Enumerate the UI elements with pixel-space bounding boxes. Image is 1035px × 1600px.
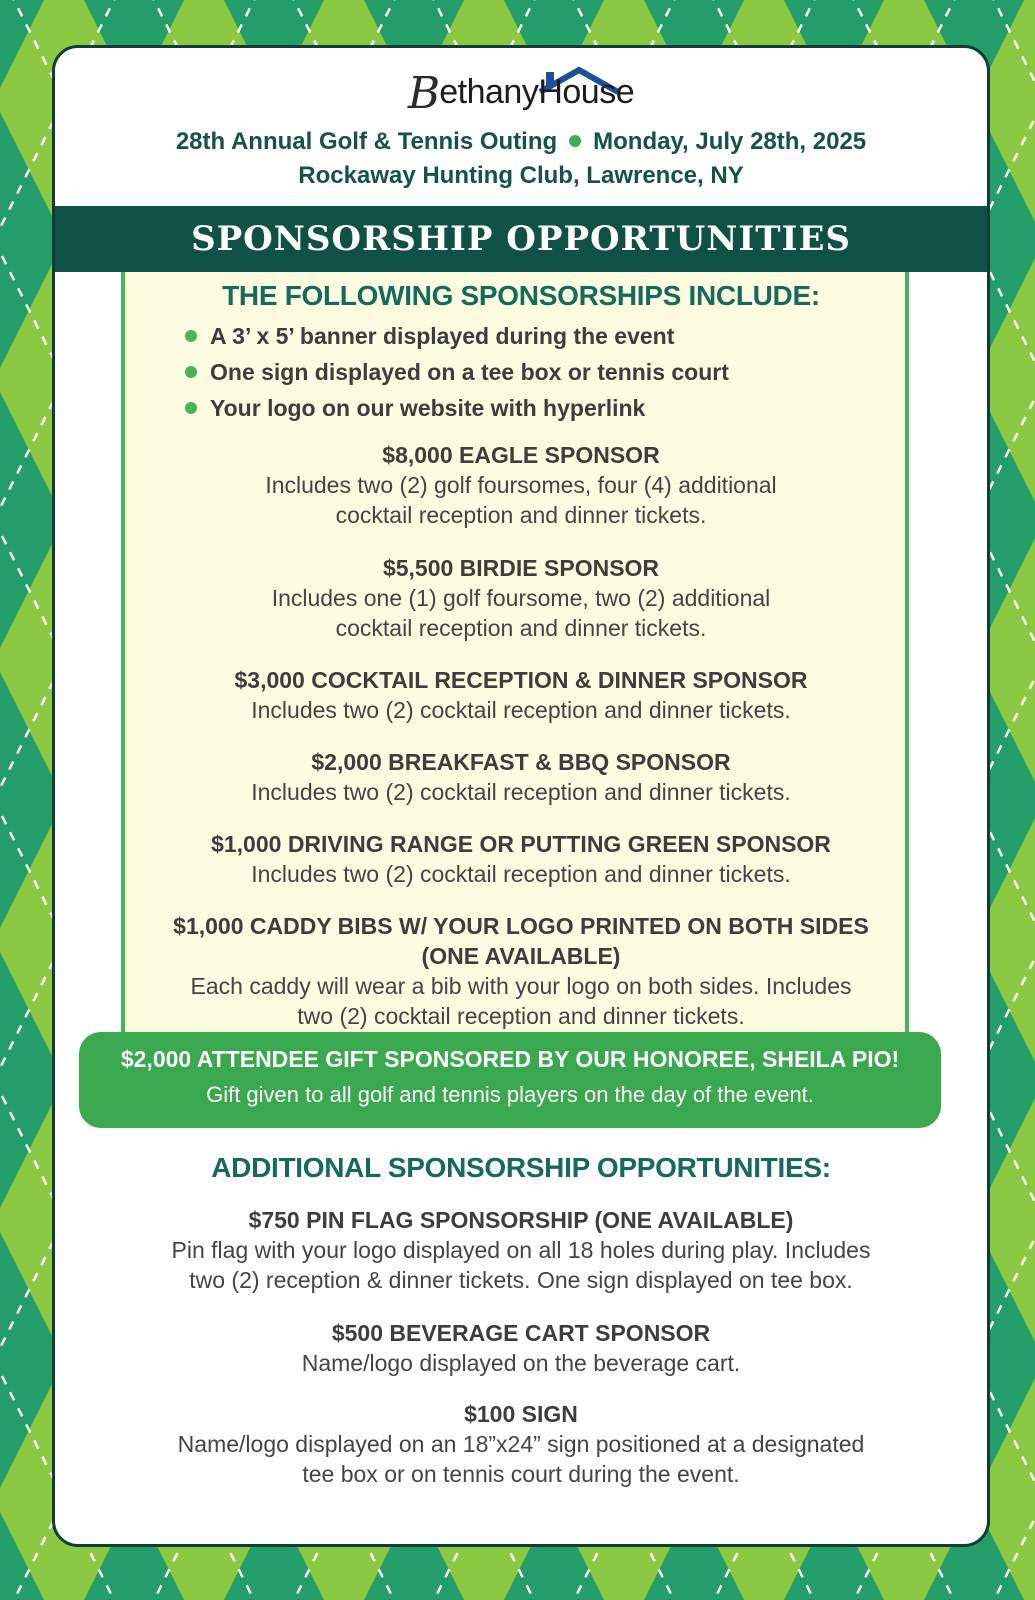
tier-title: $750 PIN FLAG SPONSORSHIP (ONE AVAILABLE): [248, 1207, 794, 1233]
tier-title: $100 SIGN: [464, 1401, 578, 1427]
bullet-icon: [185, 366, 197, 378]
tier-desc: Each caddy will wear a bib with your logo on both sides. Includes: [190, 973, 852, 999]
tier-cocktail-dinner: [55, 665, 987, 725]
tier-beverage-cart: [55, 1318, 987, 1378]
tier-birdie: [55, 553, 987, 643]
separator-dot-icon: [569, 135, 581, 147]
bethany-house-logo: [55, 62, 987, 120]
tier-title: $5,500 BIRDIE SPONSOR: [382, 555, 660, 581]
tier-title: $1,000 CADDY BIBS W/ YOUR LOGO PRINTED ON BOTH SIDES: [173, 913, 869, 939]
tier-breakfast-bbq: [55, 747, 987, 807]
tier-title: $3,000 COCKTAIL RECEPTION & DINNER SPONSOR: [234, 667, 808, 693]
tier-title: $1,000 DRIVING RANGE OR PUTTING GREEN SPONSOR: [211, 831, 831, 857]
tier-sign: [55, 1399, 987, 1489]
logo-wordmark: ethanyHouse: [439, 73, 635, 111]
event-title-line: [55, 128, 987, 156]
tier-title: $8,000 EAGLE SPONSOR: [382, 442, 660, 468]
bullet-icon: [185, 330, 197, 342]
tier-desc: two (2) cocktail reception and dinner tickets.: [297, 1003, 745, 1029]
tier-desc: tee box or on tennis court during the event.: [302, 1461, 740, 1487]
tier-title-note: (ONE AVAILABLE): [421, 943, 621, 969]
tier-desc: Name/logo displayed on an 18”x24” sign positioned at a designated: [177, 1431, 865, 1457]
tier-desc: cocktail reception and dinner tickets.: [335, 502, 707, 528]
tier-caddy-bibs: [55, 911, 987, 1031]
event-title: 28th Annual Golf & Tennis Outing: [175, 128, 558, 155]
includes-heading: THE FOLLOWING SPONSORSHIPS INCLUDE:: [222, 280, 820, 311]
includes-list: [185, 318, 729, 426]
tier-desc: two (2) reception & dinner tickets. One sign displayed on tee box.: [189, 1267, 853, 1293]
tier-eagle: [55, 440, 987, 530]
list-item: Your logo on our website with hyperlink: [185, 390, 729, 426]
tier-desc: Includes two (2) cocktail reception and dinner tickets.: [251, 779, 791, 805]
tier-desc: Includes two (2) cocktail reception and dinner tickets.: [251, 697, 791, 723]
bullet-icon: [185, 402, 197, 414]
tier-desc: Includes one (1) golf foursome, two (2) additional: [271, 585, 771, 611]
tier-title: $500 BEVERAGE CART SPONSOR: [331, 1320, 711, 1346]
tier-title: $2,000 BREAKFAST & BBQ SPONSOR: [311, 749, 731, 775]
tier-desc: Name/logo displayed on the beverage cart.: [301, 1350, 741, 1376]
list-item: A 3’ x 5’ banner displayed during the event: [185, 318, 729, 354]
event-location: Rockaway Hunting Club, Lawrence, NY: [298, 162, 744, 189]
tier-pin-flag: [55, 1205, 987, 1295]
tier-desc: cocktail reception and dinner tickets.: [335, 615, 707, 641]
list-item: One sign displayed on a tee box or tennis court: [185, 354, 729, 390]
honoree-gift-box: [79, 1032, 941, 1128]
tier-desc: Includes two (2) golf foursomes, four (4) additional: [265, 472, 777, 498]
honoree-desc: Gift given to all golf and tennis players on the day of the event.: [206, 1082, 814, 1107]
logo-script-letter: B: [407, 68, 440, 119]
tier-desc: Includes two (2) cocktail reception and dinner tickets.: [251, 861, 791, 887]
event-date: Monday, July 28th, 2025: [593, 128, 867, 155]
additional-heading: ADDITIONAL SPONSORSHIP OPPORTUNITIES:: [211, 1152, 831, 1183]
flyer-card: [52, 45, 990, 1547]
honoree-title: $2,000 ATTENDEE GIFT SPONSORED BY OUR HONOREE, SHEILA PIO!: [120, 1046, 900, 1072]
sponsorship-banner: SPONSORSHIP OPPORTUNITIES: [55, 206, 987, 272]
tier-desc: Pin flag with your logo displayed on all 18 holes during play. Includes: [171, 1237, 871, 1263]
tier-driving-range: [55, 829, 987, 889]
